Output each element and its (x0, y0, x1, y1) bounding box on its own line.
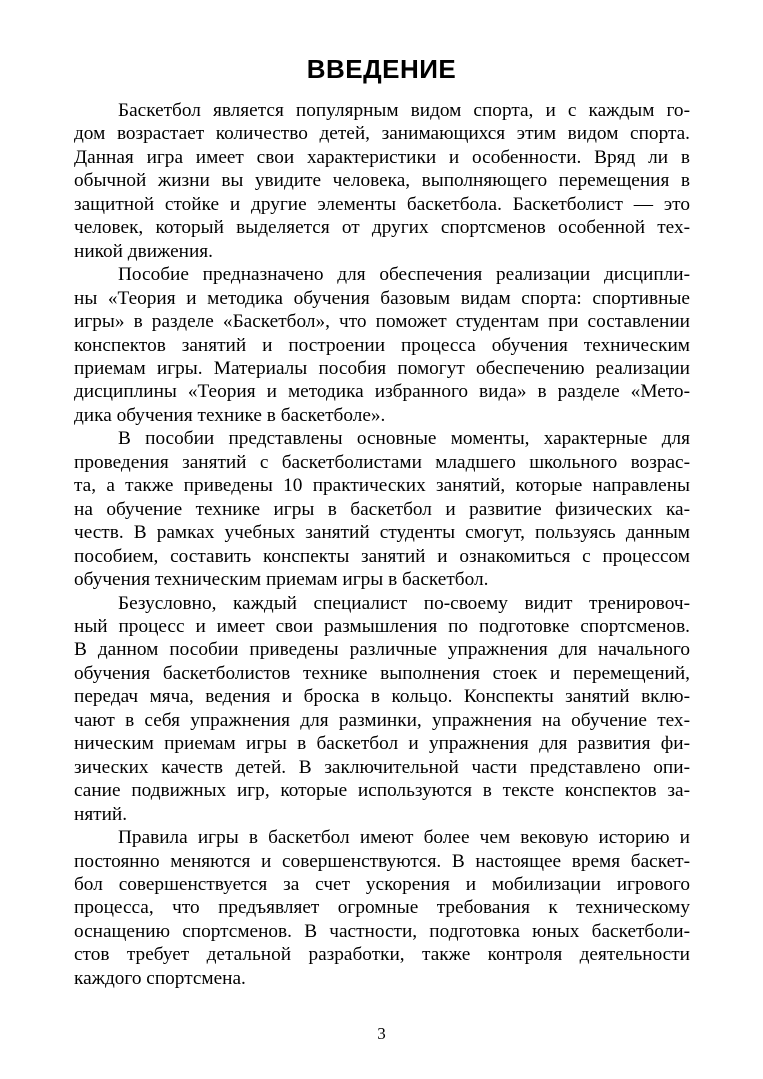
body-text (74, 99, 690, 990)
text-line: дом возрастает количество детей, занимающихся этим видом спорта. (74, 123, 690, 145)
text-line: бол совершенствуется за счет ускорения и мобилизации игрового (74, 873, 690, 895)
text-line: конспектов занятий и построении процесса обучения техническим (74, 334, 690, 356)
text-line: Правила игры в баскетбол имеют более чем вековую историю и (118, 827, 690, 849)
text-line: честв. В рамках учебных занятий студенты смогут, пользуясь данным (74, 522, 690, 544)
text-line: зических качеств детей. В заключительной части представлено опи- (74, 756, 690, 778)
text-line: чают в себя упражнения для разминки, упражнения на обучение тех- (74, 709, 690, 731)
text-line: обычной жизни вы увидите человека, выполняющего перемещения в (74, 170, 690, 192)
paragraph-5 (74, 826, 690, 990)
text-line: ный процесс и имеет свои размышления по подготовке спортсменов. (74, 615, 690, 637)
text-line: В пособии представлены основные моменты, характерные для (118, 428, 690, 450)
text-line: дисциплины «Теория и методика избранного вида» в разделе «Мето- (74, 381, 690, 403)
text-line: постоянно меняются и совершенствуются. В настоящее время баскет- (74, 850, 690, 872)
text-line: процесса, что предъявляет огромные требования к техническому (74, 897, 690, 919)
text-line: обучения техническим приемам игры в баскетбол. (74, 569, 489, 591)
text-line: проведения занятий с баскетболистами младшего школьного возрас- (74, 451, 690, 473)
paragraph-2 (74, 263, 690, 427)
text-line: игры» в разделе «Баскетбол», что поможет студентам при составлении (74, 311, 690, 333)
text-line: В данном пособии приведены различные упражнения для начального (74, 639, 690, 661)
page-title: ВВЕДЕНИЕ (306, 54, 457, 84)
text-line: каждого спортсмена. (74, 967, 246, 989)
text-line: сание подвижных игр, которые используются в тексте конспектов за- (74, 780, 690, 802)
paragraph-3 (74, 427, 690, 591)
text-line: человек, который выделяется от других спортсменов особенной тех- (74, 217, 690, 239)
text-line: Безусловно, каждый специалист по-своему видит тренировоч- (118, 592, 690, 614)
text-line: ническим приемам игры в баскетбол и упражнения для развития фи- (74, 733, 690, 755)
text-line: Пособие предназначено для обеспечения реализации дисципли- (118, 264, 690, 286)
text-line: пособием, составить конспекты занятий и ознакомиться с процессом (74, 545, 690, 567)
text-line: стов требует детальной разработки, также контроля деятельности (74, 944, 690, 966)
text-line: защитной стойке и другие элементы баскетбола. Баскетболист — это (74, 193, 690, 215)
page-number: 3 (377, 1024, 386, 1043)
text-line: та, а также приведены 10 практических занятий, которые направлены (74, 475, 690, 497)
text-line: оснащению спортсменов. В частности, подготовка юных баскетболи- (74, 920, 690, 942)
text-line: никой движения. (74, 240, 213, 262)
text-line: ны «Теория и методика обучения базовым видам спорта: спортивные (74, 287, 690, 309)
text-line: на обучение технике игры в баскетбол и развитие физических ка- (74, 498, 690, 520)
text-line: приемам игры. Материалы пособия помогут обеспечению реализации (74, 357, 690, 379)
text-line: обучения баскетболистов технике выполнения стоек и перемещений, (74, 662, 690, 684)
paragraph-4 (74, 592, 690, 827)
paragraph-1 (74, 99, 690, 263)
text-line: Данная игра имеет свои характеристики и особенности. Вряд ли в (74, 146, 690, 168)
text-line: Баскетбол является популярным видом спорта, и с каждым го- (118, 100, 690, 121)
text-line: передач мяча, ведения и броска в кольцо. Конспекты занятий вклю- (74, 686, 690, 708)
text-line: дика обучения технике в баскетболе». (74, 404, 386, 426)
text-line: нятий. (74, 803, 128, 825)
